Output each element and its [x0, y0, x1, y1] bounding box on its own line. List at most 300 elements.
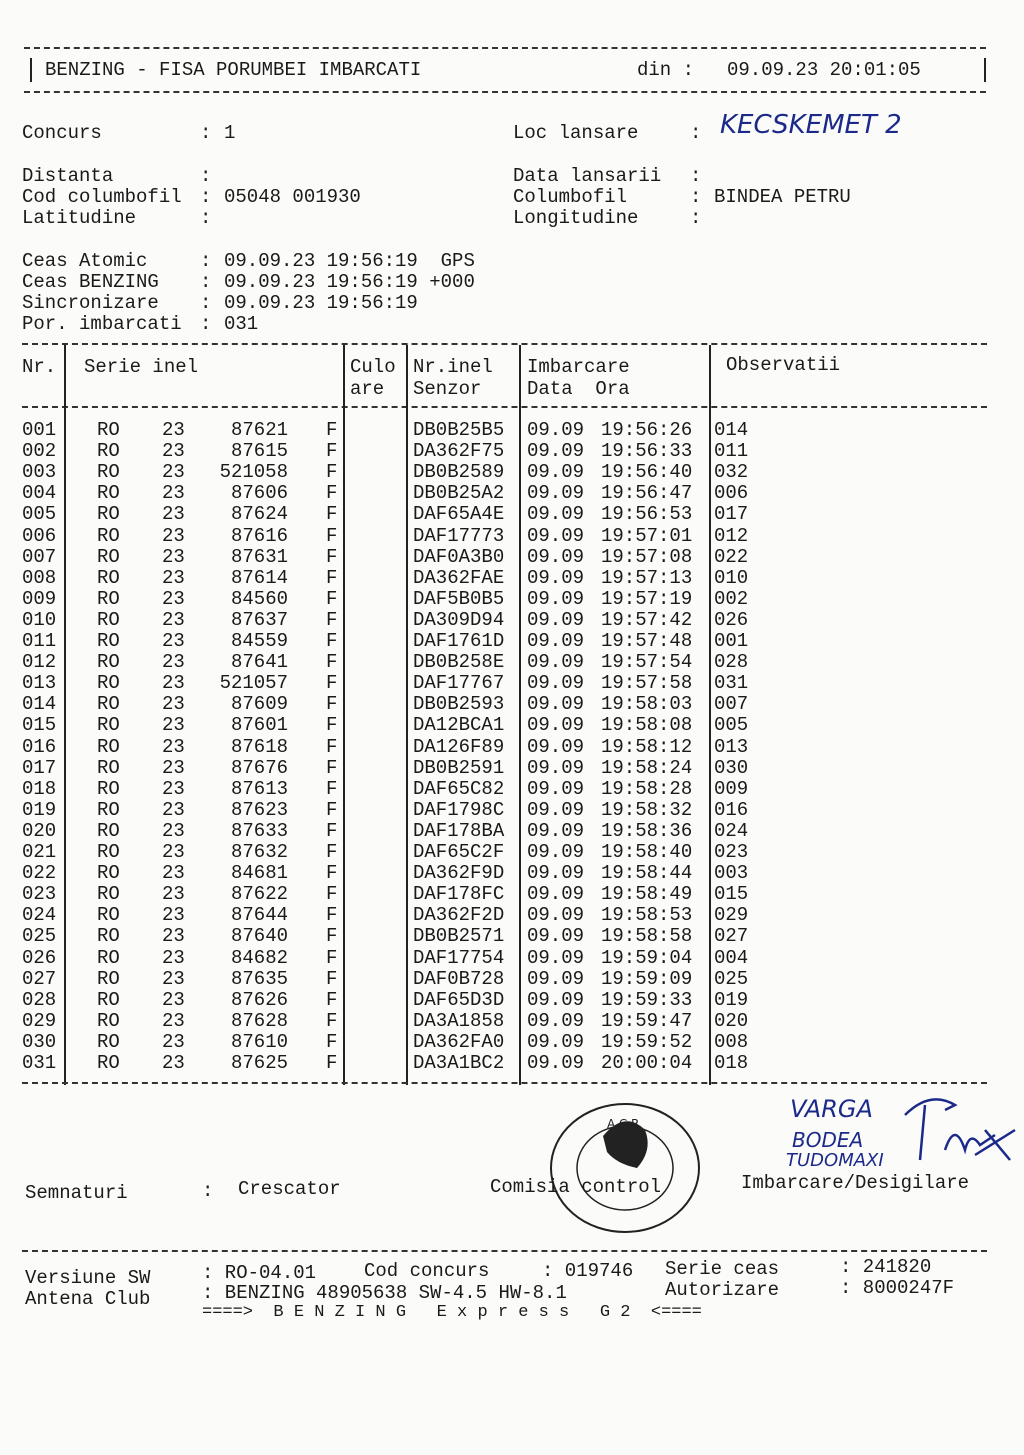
ring-year: 23	[162, 988, 185, 1011]
boarding-time: 19:59:33	[601, 988, 693, 1011]
ring-number: 87614	[230, 566, 288, 589]
ring-year: 23	[162, 883, 185, 906]
ring-number: 87613	[230, 777, 288, 800]
ring-country: RO	[97, 777, 120, 800]
ring-country: RO	[97, 545, 120, 568]
ring-number: 84682	[230, 946, 288, 969]
sensor-ring: DAF65A4E	[413, 503, 505, 526]
sex: F	[326, 419, 338, 441]
divider	[22, 1082, 987, 1084]
ring-year: 23	[162, 841, 185, 863]
observation: 022	[714, 545, 749, 568]
sex: F	[326, 798, 338, 821]
boarding-time: 19:56:47	[601, 482, 693, 505]
crescator-label: Crescator	[238, 1178, 341, 1200]
header-imbarcare: Imbarcare	[527, 356, 630, 378]
divider	[24, 47, 986, 49]
sensor-ring: DAF17773	[413, 524, 505, 547]
observation: 032	[714, 461, 749, 484]
ring-country: RO	[97, 566, 120, 589]
row-number: 030	[22, 1030, 57, 1053]
boarding-date: 09.09	[527, 440, 585, 463]
antena-club-value: : BENZING 48905638 SW-4.5 HW-8.1	[202, 1282, 567, 1304]
ring-number: 87628	[230, 1009, 288, 1032]
header-nr: Nr.	[22, 356, 57, 378]
row-number: 002	[22, 440, 57, 463]
observation: 023	[714, 841, 749, 863]
boarding-date: 09.09	[527, 419, 585, 441]
sensor-ring: DA362FAE	[413, 566, 505, 589]
versiune-sw-value: : RO-04.01	[202, 1262, 317, 1284]
colon: :	[690, 207, 702, 229]
divider	[22, 343, 987, 345]
observation: 012	[714, 524, 749, 547]
ring-number: 87640	[230, 925, 288, 948]
sex: F	[326, 651, 338, 674]
boarding-date: 09.09	[527, 672, 585, 695]
sex: F	[326, 1030, 338, 1053]
row-number: 018	[22, 777, 57, 800]
ring-number: 87631	[230, 545, 288, 568]
ring-year: 23	[162, 440, 185, 463]
sex: F	[326, 461, 338, 484]
sex: F	[326, 566, 338, 589]
autorizare-value: : 8000247F	[840, 1277, 955, 1299]
ring-number: 87676	[230, 756, 288, 779]
sensor-ring: DB0B2593	[413, 693, 505, 716]
ring-year: 23	[162, 756, 185, 779]
boarding-time: 19:57:01	[601, 524, 693, 547]
sensor-ring: DAF65C2F	[413, 841, 505, 863]
boarding-time: 19:57:58	[601, 672, 693, 695]
boarding-date: 09.09	[527, 883, 585, 906]
sex: F	[326, 883, 338, 906]
sensor-ring: DA362F75	[413, 440, 505, 463]
boarding-date: 09.09	[527, 904, 585, 927]
boarding-time: 19:58:24	[601, 756, 693, 779]
observation: 017	[714, 503, 749, 526]
concurs-value: 1	[224, 122, 236, 144]
ring-number: 521057	[219, 672, 288, 695]
ring-number: 87622	[230, 883, 288, 906]
ring-year: 23	[162, 946, 185, 969]
sensor-ring: DA12BCA1	[413, 714, 505, 737]
divider	[22, 406, 987, 408]
handwritten-signature-2: BODEA	[792, 1128, 864, 1152]
row-number: 008	[22, 566, 57, 589]
boarding-time: 19:57:19	[601, 587, 693, 610]
ring-year: 23	[162, 798, 185, 821]
row-number: 023	[22, 883, 57, 906]
latitudine-label: Latitudine	[22, 207, 137, 229]
colon: :	[200, 271, 212, 293]
sex: F	[326, 524, 338, 547]
boarding-date: 09.09	[527, 482, 585, 505]
row-number: 019	[22, 798, 57, 821]
row-number: 009	[22, 587, 57, 610]
serie-ceas-value: : 241820	[840, 1256, 932, 1278]
row-number: 017	[22, 756, 57, 779]
ring-country: RO	[97, 967, 120, 990]
observation: 008	[714, 1030, 749, 1053]
sensor-ring: DAF5B0B5	[413, 587, 505, 610]
sex: F	[326, 503, 338, 526]
observation: 001	[714, 630, 749, 652]
columbofil-label: Columbofil	[513, 186, 628, 208]
ring-number: 87632	[230, 841, 288, 863]
column-divider	[709, 345, 711, 1085]
boarding-date: 09.09	[527, 545, 585, 568]
ring-country: RO	[97, 798, 120, 821]
boarding-time: 19:57:54	[601, 651, 693, 674]
ring-country: RO	[97, 440, 120, 463]
sex: F	[326, 841, 338, 863]
row-number: 031	[22, 1052, 57, 1074]
colon: :	[690, 165, 702, 187]
boarding-date: 09.09	[527, 967, 585, 990]
row-number: 001	[22, 419, 57, 441]
boarding-time: 19:57:08	[601, 545, 693, 568]
ring-year: 23	[162, 461, 185, 484]
din-value: 09.09.23 20:01:05	[727, 59, 921, 81]
colon: :	[690, 122, 702, 144]
header-data-ora: Data Ora	[527, 378, 630, 400]
ceas-atomic-value: 09.09.23 19:56:19 GPS	[224, 250, 475, 272]
sex: F	[326, 1009, 338, 1032]
ring-year: 23	[162, 904, 185, 927]
sensor-ring: DAF1798C	[413, 798, 505, 821]
observation: 007	[714, 693, 749, 716]
divider	[24, 91, 986, 93]
observation: 002	[714, 587, 749, 610]
sex: F	[326, 735, 338, 758]
observation: 020	[714, 1009, 749, 1032]
column-divider	[406, 345, 408, 1085]
ring-country: RO	[97, 904, 120, 927]
ring-year: 23	[162, 419, 185, 441]
ring-number: 87610	[230, 1030, 288, 1053]
cod-concurs-label: Cod concurs	[364, 1260, 490, 1282]
ceas-benzing-value: 09.09.23 19:56:19 +000	[224, 271, 475, 293]
sex: F	[326, 946, 338, 969]
columbofil-value: BINDEA PETRU	[714, 186, 851, 208]
ring-year: 23	[162, 735, 185, 758]
handwritten-signature-1: VARGA	[790, 1095, 873, 1123]
ring-country: RO	[97, 1009, 120, 1032]
sensor-ring: DB0B25B5	[413, 419, 505, 441]
sensor-ring: DA3A1858	[413, 1009, 505, 1032]
boarding-date: 09.09	[527, 714, 585, 737]
ring-country: RO	[97, 1052, 120, 1074]
ring-country: RO	[97, 862, 120, 885]
ring-number: 84559	[230, 630, 288, 652]
boarding-date: 09.09	[527, 1009, 585, 1032]
boarding-time: 19:58:12	[601, 735, 693, 758]
sensor-ring: DB0B2591	[413, 756, 505, 779]
header-serie-inel: Serie inel	[84, 356, 199, 378]
sex: F	[326, 630, 338, 652]
ring-year: 23	[162, 608, 185, 631]
ring-year: 23	[162, 503, 185, 526]
ring-year: 23	[162, 566, 185, 589]
boarding-time: 19:58:58	[601, 925, 693, 948]
row-number: 028	[22, 988, 57, 1011]
ring-number: 87625	[230, 1052, 288, 1074]
divider	[30, 58, 32, 82]
boarding-time: 20:00:04	[601, 1052, 693, 1074]
ring-number: 87644	[230, 904, 288, 927]
row-number: 013	[22, 672, 57, 695]
boarding-time: 19:57:48	[601, 630, 693, 652]
sensor-ring: DAF17754	[413, 946, 505, 969]
ring-year: 23	[162, 925, 185, 948]
boarding-time: 19:58:53	[601, 904, 693, 927]
row-number: 029	[22, 1009, 57, 1032]
ring-year: 23	[162, 672, 185, 695]
ring-country: RO	[97, 693, 120, 716]
colon: :	[200, 313, 212, 335]
ring-year: 23	[162, 482, 185, 505]
colon: :	[200, 250, 212, 272]
ring-country: RO	[97, 482, 120, 505]
ring-year: 23	[162, 967, 185, 990]
sex: F	[326, 777, 338, 800]
observation: 030	[714, 756, 749, 779]
boarding-date: 09.09	[527, 566, 585, 589]
ring-year: 23	[162, 524, 185, 547]
ring-country: RO	[97, 946, 120, 969]
boarding-time: 19:56:53	[601, 503, 693, 526]
colon: :	[200, 165, 212, 187]
por-imbarcati-value: 031	[224, 313, 259, 335]
concurs-label: Concurs	[22, 122, 102, 144]
ring-number: 87635	[230, 967, 288, 990]
observation: 031	[714, 672, 749, 695]
sex: F	[326, 862, 338, 885]
ring-number: 84560	[230, 587, 288, 610]
observation: 027	[714, 925, 749, 948]
colon: :	[200, 207, 212, 229]
ring-country: RO	[97, 419, 120, 441]
ring-number: 87618	[230, 735, 288, 758]
sensor-ring: DAF0A3B0	[413, 545, 505, 568]
ring-number: 87621	[230, 419, 288, 441]
ring-country: RO	[97, 756, 120, 779]
ring-country: RO	[97, 714, 120, 737]
distanta-label: Distanta	[22, 165, 114, 187]
boarding-time: 19:59:04	[601, 946, 693, 969]
imbarcare-desigilare-label: Imbarcare/Desigilare	[741, 1172, 970, 1194]
boarding-date: 09.09	[527, 461, 585, 484]
row-number: 027	[22, 967, 57, 990]
ring-number: 87626	[230, 988, 288, 1011]
sensor-ring: DA362F2D	[413, 904, 505, 927]
boarding-date: 09.09	[527, 503, 585, 526]
antena-club-label: Antena Club	[25, 1288, 151, 1310]
header-culoare: Culo	[350, 356, 396, 378]
sex: F	[326, 440, 338, 463]
sex: F	[326, 904, 338, 927]
observation: 015	[714, 883, 749, 906]
row-number: 014	[22, 693, 57, 716]
ring-year: 23	[162, 545, 185, 568]
boarding-time: 19:58:44	[601, 862, 693, 885]
ring-country: RO	[97, 883, 120, 906]
row-number: 025	[22, 925, 57, 948]
ring-country: RO	[97, 735, 120, 758]
ring-country: RO	[97, 651, 120, 674]
signature-scribble	[900, 1090, 1024, 1170]
boarding-time: 19:58:40	[601, 841, 693, 863]
cod-columbofil-label: Cod columbofil	[22, 186, 182, 208]
handwritten-signature-3: TUDOMAXI	[786, 1150, 884, 1171]
sensor-ring: DB0B2571	[413, 925, 505, 948]
ring-year: 23	[162, 630, 185, 652]
ring-number: 87641	[230, 651, 288, 674]
sensor-ring: DAF0B728	[413, 967, 505, 990]
observation: 029	[714, 904, 749, 927]
colon: :	[200, 292, 212, 314]
ring-year: 23	[162, 1052, 185, 1074]
boarding-time: 19:59:52	[601, 1030, 693, 1053]
ring-country: RO	[97, 925, 120, 948]
ring-country: RO	[97, 461, 120, 484]
row-number: 016	[22, 735, 57, 758]
sex: F	[326, 756, 338, 779]
ring-number: 521058	[219, 461, 288, 484]
document-title: BENZING - FISA PORUMBEI IMBARCATI	[45, 59, 422, 81]
ceas-atomic-label: Ceas Atomic	[22, 250, 148, 272]
boarding-date: 09.09	[527, 1052, 585, 1074]
row-number: 007	[22, 545, 57, 568]
boarding-time: 19:56:40	[601, 461, 693, 484]
ring-number: 87609	[230, 693, 288, 716]
boarding-date: 09.09	[527, 988, 585, 1011]
sex: F	[326, 925, 338, 948]
ring-country: RO	[97, 503, 120, 526]
sex: F	[326, 1052, 338, 1074]
versiune-sw-label: Versiune SW	[25, 1267, 151, 1289]
boarding-date: 09.09	[527, 630, 585, 652]
boarding-time: 19:58:32	[601, 798, 693, 821]
boarding-date: 09.09	[527, 756, 585, 779]
sensor-ring: DAF65C82	[413, 777, 505, 800]
ring-number: 87624	[230, 503, 288, 526]
observation: 025	[714, 967, 749, 990]
header-senzor: Senzor	[413, 378, 482, 400]
row-number: 006	[22, 524, 57, 547]
boarding-date: 09.09	[527, 608, 585, 631]
sex: F	[326, 608, 338, 631]
ring-country: RO	[97, 608, 120, 631]
ring-number: 87606	[230, 482, 288, 505]
ring-year: 23	[162, 862, 185, 885]
ring-country: RO	[97, 524, 120, 547]
loc-lansare-handwritten: KECSKEMET 2	[720, 110, 902, 140]
cod-concurs-value: : 019746	[542, 1260, 634, 1282]
serie-ceas-label: Serie ceas	[665, 1258, 780, 1280]
row-number: 010	[22, 608, 57, 631]
sensor-ring: DA3A1BC2	[413, 1052, 505, 1074]
boarding-date: 09.09	[527, 819, 585, 842]
ring-country: RO	[97, 672, 120, 695]
ring-year: 23	[162, 1009, 185, 1032]
observation: 026	[714, 608, 749, 631]
row-number: 020	[22, 819, 57, 842]
row-number: 021	[22, 841, 57, 863]
observation: 019	[714, 988, 749, 1011]
ring-country: RO	[97, 1030, 120, 1053]
sensor-ring: DAF17767	[413, 672, 505, 695]
ring-number: 87616	[230, 524, 288, 547]
ceas-benzing-label: Ceas BENZING	[22, 271, 159, 293]
ring-number: 87633	[230, 819, 288, 842]
ring-year: 23	[162, 777, 185, 800]
sensor-ring: DAF65D3D	[413, 988, 505, 1011]
boarding-date: 09.09	[527, 651, 585, 674]
header-culoare-2: are	[350, 378, 385, 400]
boarding-time: 19:56:26	[601, 419, 693, 441]
header-nr-inel: Nr.inel	[413, 356, 493, 378]
divider	[984, 58, 986, 82]
cod-columbofil-value: 05048 001930	[224, 186, 361, 208]
boarding-date: 09.09	[527, 1030, 585, 1053]
boarding-date: 09.09	[527, 693, 585, 716]
semnaturi-label: Semnaturi	[25, 1182, 128, 1204]
ring-country: RO	[97, 819, 120, 842]
sensor-ring: DB0B25A2	[413, 482, 505, 505]
boarding-date: 09.09	[527, 841, 585, 863]
svg-text:A.C.R.: A.C.R.	[607, 1117, 643, 1131]
row-number: 024	[22, 904, 57, 927]
boarding-time: 19:56:33	[601, 440, 693, 463]
boarding-date: 09.09	[527, 862, 585, 885]
boarding-date: 09.09	[527, 735, 585, 758]
observation: 018	[714, 1052, 749, 1074]
boarding-time: 19:58:36	[601, 819, 693, 842]
observation: 028	[714, 651, 749, 674]
row-number: 005	[22, 503, 57, 526]
ring-country: RO	[97, 841, 120, 863]
observation: 013	[714, 735, 749, 758]
sex: F	[326, 672, 338, 695]
sensor-ring: DAF1761D	[413, 630, 505, 652]
observation: 010	[714, 566, 749, 589]
sex: F	[326, 587, 338, 610]
comisia-control-label: Comisia control	[490, 1176, 662, 1198]
observation: 004	[714, 946, 749, 969]
sex: F	[326, 693, 338, 716]
sex: F	[326, 545, 338, 568]
row-number: 022	[22, 862, 57, 885]
observation: 014	[714, 419, 749, 441]
boarding-date: 09.09	[527, 587, 585, 610]
ring-number: 84681	[230, 862, 288, 885]
sensor-ring: DA309D94	[413, 608, 505, 631]
ring-year: 23	[162, 693, 185, 716]
sex: F	[326, 482, 338, 505]
sincronizare-label: Sincronizare	[22, 292, 159, 314]
observation: 006	[714, 482, 749, 505]
row-number: 015	[22, 714, 57, 737]
colon: :	[200, 122, 212, 144]
loc-lansare-label: Loc lansare	[513, 122, 639, 144]
ring-number: 87637	[230, 608, 288, 631]
observation: 011	[714, 440, 749, 463]
ring-year: 23	[162, 819, 185, 842]
header-observatii: Observatii	[726, 354, 841, 376]
boarding-date: 09.09	[527, 925, 585, 948]
